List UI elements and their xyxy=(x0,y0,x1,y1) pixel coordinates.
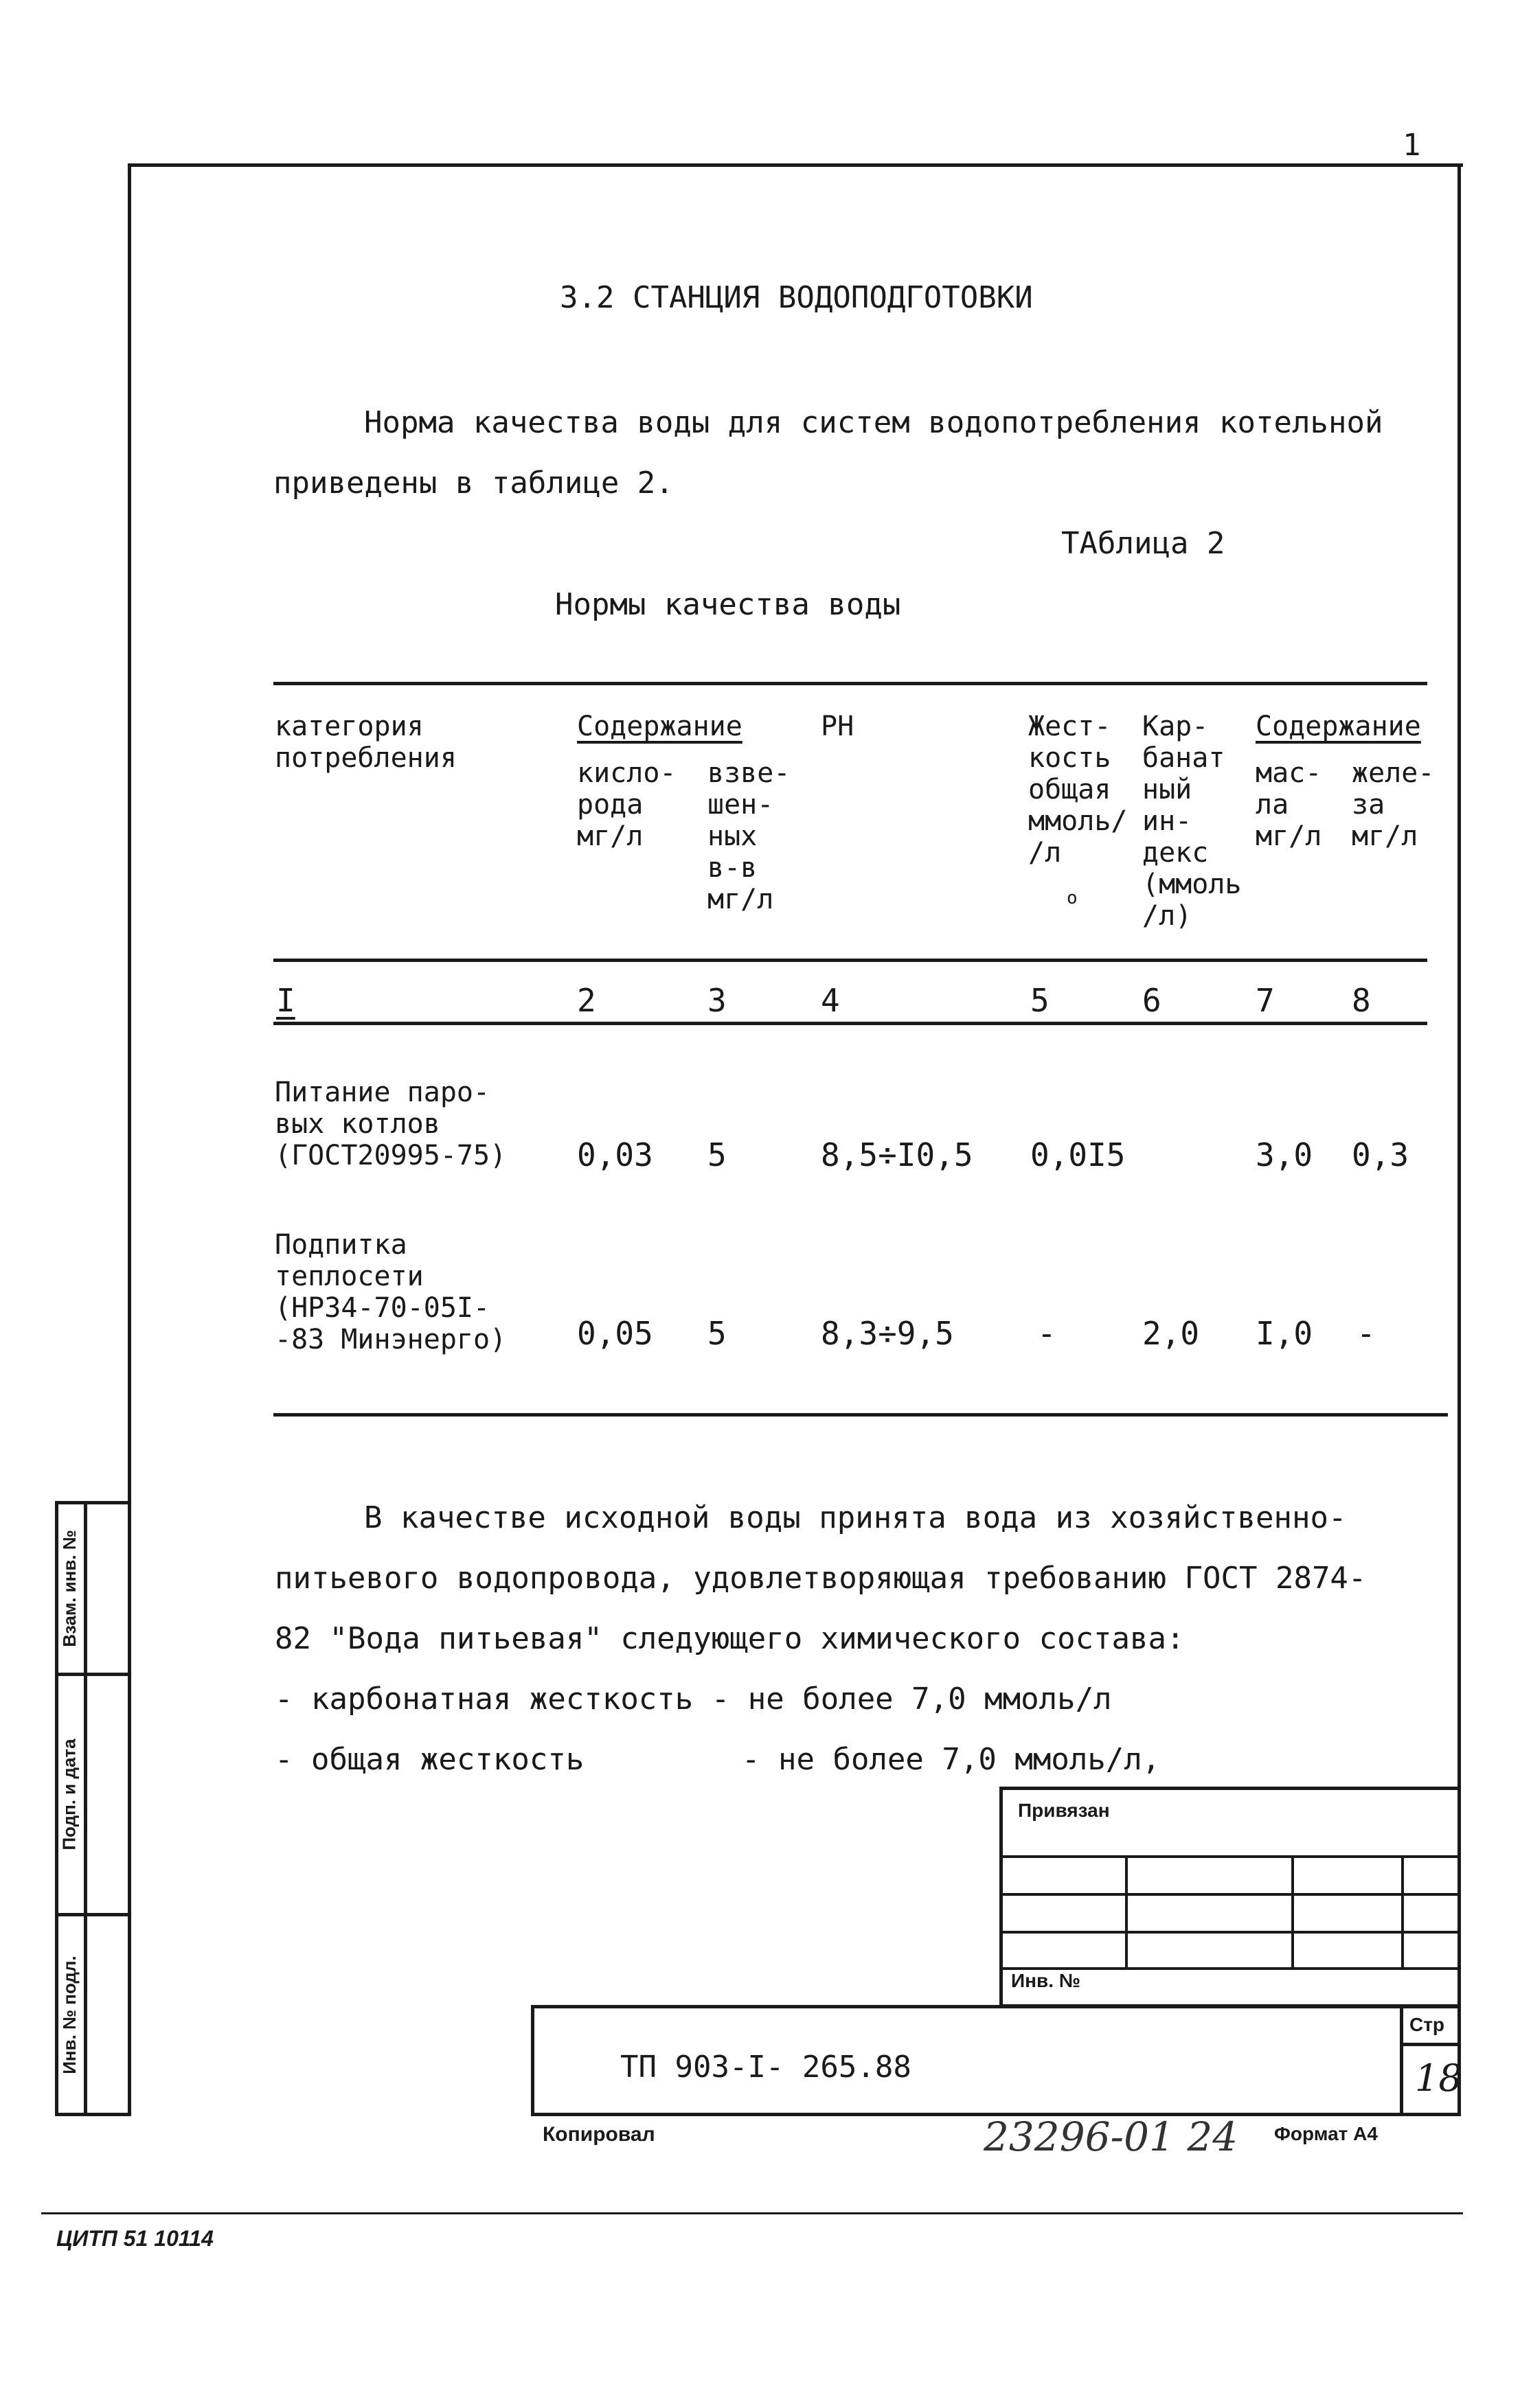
page-mark: 1 xyxy=(1403,128,1421,163)
row-1-suspended: 5 xyxy=(707,1136,727,1173)
archive-number: 23296-01 24 xyxy=(984,2113,1238,2160)
row-2-hardness: - xyxy=(1037,1315,1056,1352)
header-oxygen: кисло- рода мг/л xyxy=(577,757,677,852)
row-2-ph: 8,3÷9,5 xyxy=(821,1315,954,1352)
side-stamp-vzam-label: Взам. инв. № xyxy=(58,1530,80,1647)
header-iron: желе- за мг/л xyxy=(1352,757,1435,852)
table-title: Нормы качества воды xyxy=(555,587,901,622)
privyazan-col-2 xyxy=(1291,1855,1294,1967)
header-content-group: Содержание xyxy=(577,711,742,742)
row-2-oxygen: 0,05 xyxy=(577,1315,653,1352)
body-line-5-left: - общая жесткость xyxy=(275,1742,585,1777)
table-bottom-rule xyxy=(273,1413,1448,1417)
intro-line-1: Норма качества воды для систем водопотребления котельной xyxy=(364,405,1383,440)
header-carbonate: Кар- банат ный ин- декс (ммоль /л) xyxy=(1142,711,1242,932)
row-1-oil: 3,0 xyxy=(1256,1136,1313,1173)
document-code: ТП 903-I- 265.88 xyxy=(620,2050,911,2085)
row-2-category: Подпитка теплосети (НР34-70-05I- -83 Минэнерго) xyxy=(275,1229,507,1355)
body-line-5-right: - не более 7,0 ммоль/л, xyxy=(742,1742,1161,1777)
privyazan-col-1 xyxy=(1125,1855,1128,1967)
header-category: категория потребления xyxy=(275,711,457,774)
frame-top-border xyxy=(128,163,1463,167)
header-content-group-2: Содержание xyxy=(1256,711,1421,742)
privyazan-col-3 xyxy=(1401,1855,1404,1967)
format-label: Формат А4 xyxy=(1274,2123,1378,2144)
table-header-rule xyxy=(273,959,1427,962)
row-2-oil: I,0 xyxy=(1256,1315,1313,1352)
side-stamp-vzam xyxy=(55,1504,84,1673)
privyazan-rule-2 xyxy=(1003,1893,1461,1896)
row-1-iron: 0,3 xyxy=(1352,1136,1409,1173)
row-2-iron: - xyxy=(1357,1315,1376,1352)
column-number-3: 3 xyxy=(707,982,727,1019)
table-label: ТАблица 2 xyxy=(1061,526,1225,561)
header-hardness-mark: о xyxy=(1067,888,1078,908)
body-line-3: 82 "Вода питьевая" следующего химического состава: xyxy=(275,1621,1185,1656)
section-heading: 3.2 СТАНЦИЯ ВОДОПОДГОТОВКИ xyxy=(560,280,1033,315)
footer-rule xyxy=(41,2212,1463,2214)
publisher-mark: ЦИТП 51 10114 xyxy=(56,2226,214,2251)
page-number: 18 xyxy=(1415,2056,1462,2100)
header-ph: РН xyxy=(821,711,854,742)
row-2-carbonate: 2,0 xyxy=(1142,1315,1200,1352)
privyazan-block xyxy=(999,1787,1461,2008)
page-label: Стр xyxy=(1409,2014,1445,2035)
row-1-oxygen: 0,03 xyxy=(577,1136,653,1173)
row-1-category: Питание паро- вых котлов (ГОСТ20995-75) xyxy=(275,1077,507,1171)
row-2-suspended: 5 xyxy=(707,1315,727,1352)
side-stamp-mid-border xyxy=(84,1501,87,2116)
body-line-2: питьевого водопровода, удовлетворяющая требованию ГОСТ 2874- xyxy=(275,1561,1367,1596)
privyazan-rule-1 xyxy=(1003,1855,1461,1858)
row-1-ph: 8,5÷I0,5 xyxy=(821,1136,973,1173)
page-cell-rule xyxy=(1400,2043,1461,2046)
page-cell-border xyxy=(1400,2008,1403,2116)
column-number-6: 6 xyxy=(1142,982,1161,1019)
body-line-1: В качестве исходной воды принята вода из хозяйственно- xyxy=(364,1500,1347,1535)
intro-line-2: приведены в таблице 2. xyxy=(273,466,674,501)
header-hardness: Жест- кость общая ммоль/ /л xyxy=(1028,711,1128,869)
column-number-2: 2 xyxy=(577,982,596,1019)
privyazan-rule-3 xyxy=(1003,1931,1461,1934)
column-number-5: 5 xyxy=(1030,982,1050,1019)
side-stamp-podp-label: Подп. и дата xyxy=(58,1739,80,1850)
side-stamp-inv xyxy=(55,1916,84,2113)
side-stamp xyxy=(55,1501,131,2116)
column-number-4: 4 xyxy=(821,982,840,1019)
privyazan-label: Привязан xyxy=(1018,1800,1110,1821)
header-suspended: взве- шен- ных в-в мг/л xyxy=(707,757,791,915)
column-number-8: 8 xyxy=(1352,982,1371,1019)
table-top-rule xyxy=(273,682,1427,685)
row-1-hardness: 0,0I5 xyxy=(1030,1136,1126,1173)
column-number-7: 7 xyxy=(1256,982,1275,1019)
inv-no-label: Инв. № xyxy=(1011,1970,1081,1991)
title-block xyxy=(531,2005,1461,2116)
side-stamp-podp xyxy=(55,1676,84,1913)
side-stamp-inv-label: Инв. № подл. xyxy=(58,1955,80,2074)
side-stamp-bottom xyxy=(55,2113,131,2116)
table-number-rule xyxy=(273,1022,1427,1025)
column-number-1: I xyxy=(276,982,295,1019)
copied-label: Копировал xyxy=(543,2123,655,2146)
header-oil: мас- ла мг/л xyxy=(1256,757,1322,852)
body-line-4: - карбонатная жесткость - не более 7,0 ммоль/л xyxy=(275,1682,1112,1717)
